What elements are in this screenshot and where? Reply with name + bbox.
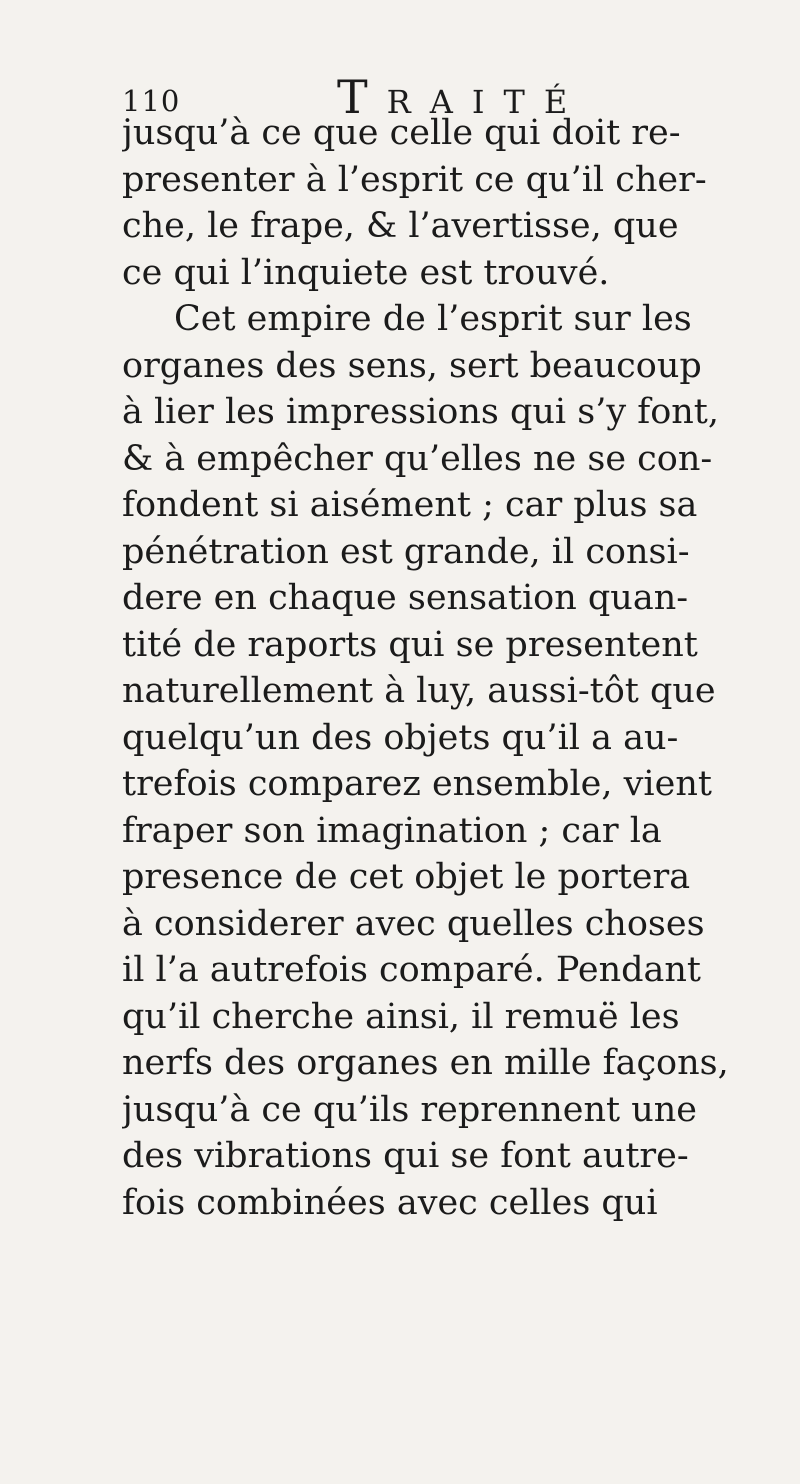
text-line: pénétration est grande, il consi- xyxy=(122,531,690,572)
text-line: jusqu’à ce qu’ils reprennent une xyxy=(122,1089,698,1130)
text-line: dere en chaque sensation quan- xyxy=(122,578,689,618)
text-line: il l’a autrefois comparé. Pendant xyxy=(122,950,701,990)
text-line: à considerer avec quelles choses xyxy=(122,903,705,944)
text-line: che, le frape, & l’avertisse, que xyxy=(122,206,679,246)
text-line: qu’il cherche ainsi, il remuë les xyxy=(122,996,680,1037)
text-line: des vibrations qui se font autre- xyxy=(122,1136,689,1176)
text-line: tité de raports qui se presentent xyxy=(122,624,698,665)
text-line: nerfs des organes en mille façons, xyxy=(122,1043,729,1083)
page-number: 110 xyxy=(122,84,181,118)
text-line: presenter à l’esprit ce qu’il cher- xyxy=(122,159,707,200)
body-text xyxy=(122,110,782,1226)
text-line: organes des sens, sert beaucoup xyxy=(122,345,702,386)
text-line: quelqu’un des objets qu’il a au- xyxy=(122,717,679,758)
text-line: presence de cet objet le portera xyxy=(122,857,691,897)
text-line: ce qui l’inquiete est trouvé. xyxy=(122,252,610,293)
text-line: fondent si aisément ; car plus sa xyxy=(122,485,698,525)
text-line: Cet empire de l’esprit sur les xyxy=(174,299,692,339)
text-line: fois combinées avec celles qui xyxy=(122,1182,658,1223)
text-line: fraper son imagination ; car la xyxy=(122,810,662,851)
text-line: & à empêcher qu’elles ne se con- xyxy=(122,438,713,479)
text-line: à lier les impressions qui s’y font, xyxy=(122,392,719,432)
text-line: naturellement à luy, aussi-tôt que xyxy=(122,671,716,711)
text-line: trefois comparez ensemble, vient xyxy=(122,764,712,804)
text-line: jusqu’à ce que celle qui doit re- xyxy=(122,113,681,153)
running-title: Traité xyxy=(337,70,587,124)
